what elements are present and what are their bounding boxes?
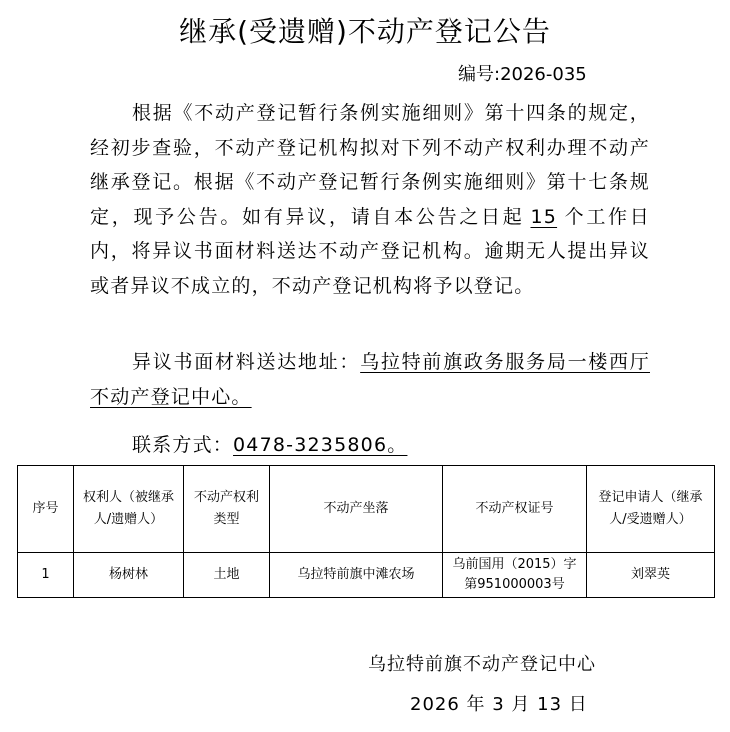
page-title: 继承(受遗赠)不动产登记公告 bbox=[179, 15, 551, 48]
header-right-type: 不动产权利类型 bbox=[184, 466, 270, 553]
objection-days: 15 bbox=[530, 205, 558, 228]
objection-address-paragraph bbox=[90, 345, 650, 414]
cell-holder: 杨树林 bbox=[74, 553, 184, 598]
cell-applicant: 刘翠英 bbox=[587, 553, 715, 598]
address-label: 异议书面材料送达地址： bbox=[132, 351, 361, 373]
header-seq: 序号 bbox=[18, 466, 74, 553]
contact-paragraph bbox=[132, 428, 652, 463]
header-applicant: 登记申请人（继承人/受遗赠人） bbox=[587, 466, 715, 553]
registration-table bbox=[17, 465, 715, 598]
cell-location: 乌拉特前旗中滩农场 bbox=[270, 553, 443, 598]
cell-cert-number: 乌前国用（2015）字第951000003号 bbox=[443, 553, 587, 598]
document-number: 编号:2026-035 bbox=[458, 64, 587, 85]
contact-label: 联系方式： bbox=[132, 434, 234, 456]
header-location: 不动产坐落 bbox=[270, 466, 443, 553]
cell-right-type: 土地 bbox=[184, 553, 270, 598]
header-holder: 权利人（被继承人/遗赠人） bbox=[74, 466, 184, 553]
cell-seq: 1 bbox=[18, 553, 74, 598]
address-value: 乌拉特前旗政务服务局一楼西厅不动产登记中心。 bbox=[90, 351, 650, 408]
table-row bbox=[18, 553, 715, 598]
announcement-paragraph bbox=[90, 96, 650, 303]
header-cert-number: 不动产权证号 bbox=[443, 466, 587, 553]
issue-date: 2026 年 3 月 13 日 bbox=[410, 694, 588, 715]
table-header-row bbox=[18, 466, 715, 553]
paragraph-text-1: 根据《不动产登记暂行条例实施细则》第十四条的规定，经初步查验，不动产登记机构拟对下列不动产权利办理不动产继承登记。根据《不动产登记暂行条例实施细则》第十七条规定，现予公告。如有异议，请自本公告之日起 bbox=[90, 102, 650, 228]
issuing-organization: 乌拉特前旗不动产登记中心 bbox=[368, 654, 596, 675]
paragraph-text-2: 个工作日内，将异议书面材料送达不动产登记机构。逾期无人提出异议或者异议不成立的，不动产登记机构将予以登记。 bbox=[90, 205, 650, 297]
contact-phone: 0478-3235806。 bbox=[233, 434, 408, 456]
